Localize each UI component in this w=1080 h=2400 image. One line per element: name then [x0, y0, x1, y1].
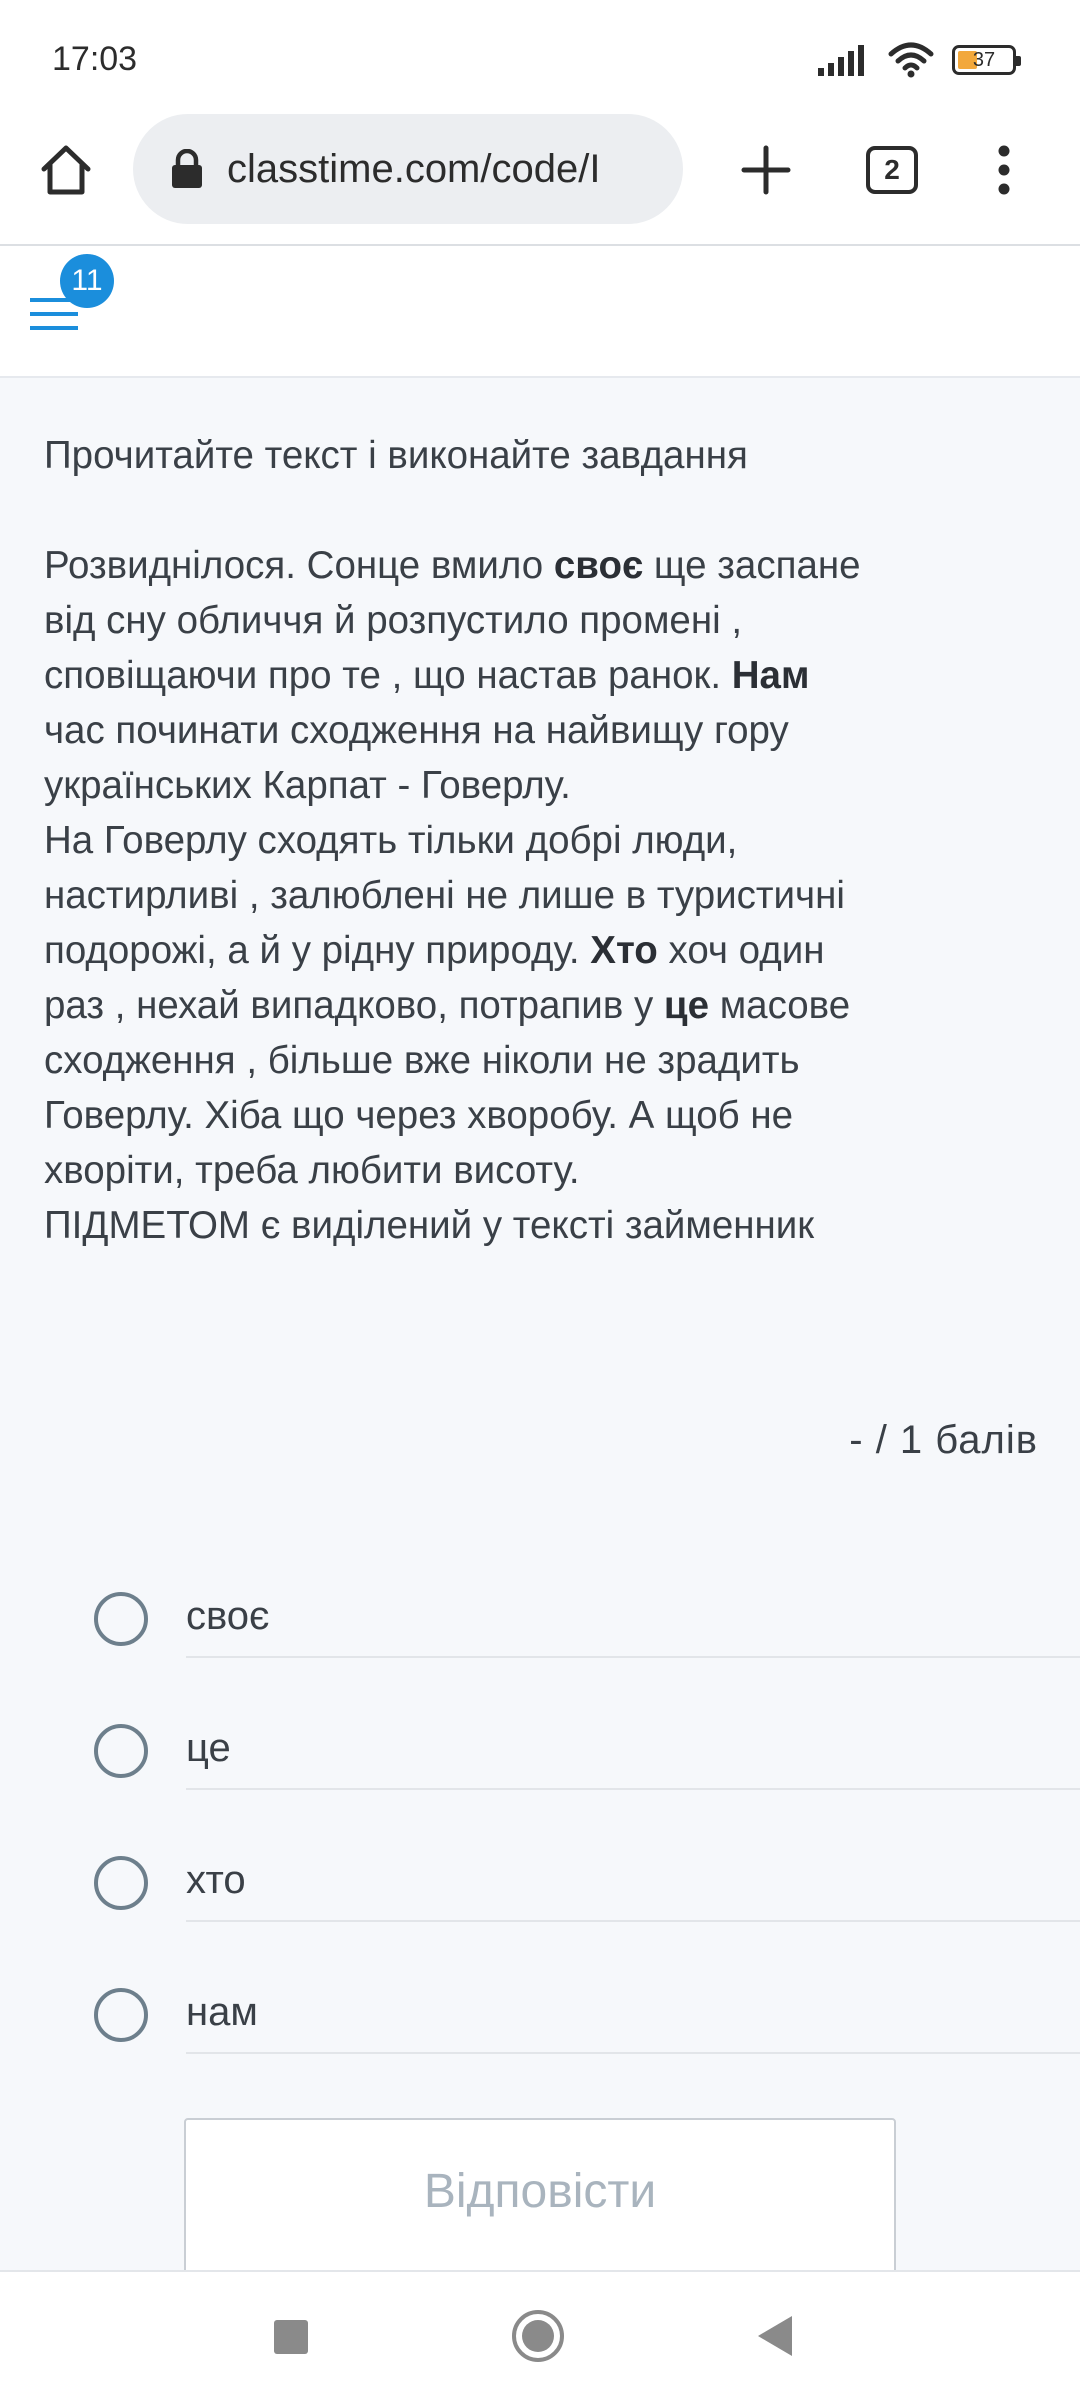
passage-text: Говерлу. Хіба що через хворобу. А щоб не — [44, 1094, 794, 1137]
radio-button[interactable] — [94, 1856, 148, 1910]
highlighted-pronoun: це — [663, 984, 710, 1027]
status-time: 17:03 — [52, 40, 138, 78]
option-divider — [186, 1920, 1080, 1922]
status-bar — [0, 0, 1080, 110]
radio-button[interactable] — [94, 1724, 148, 1778]
status-icons — [818, 40, 1016, 80]
plus-icon — [741, 145, 791, 195]
battery-level: 37 — [972, 48, 996, 71]
passage-line — [44, 758, 1044, 813]
question-instruction: Прочитайте текст і виконайте завдання — [44, 434, 748, 477]
recent-apps-icon[interactable] — [274, 2320, 308, 2354]
option-item[interactable] — [0, 1820, 1080, 1952]
app-header — [0, 246, 1080, 378]
passage-text: сходження , більше вже ніколи не зрадить — [44, 1039, 800, 1082]
home-circle-dot — [522, 2320, 554, 2352]
passage-text: українських Карпат - Говерлу. — [44, 764, 571, 807]
passage-text: хоч один — [657, 929, 825, 972]
passage-text: На Говерлу сходять тільки добрі люди, — [44, 819, 738, 862]
answer-options — [0, 1556, 1080, 2084]
passage-text: подорожі, а й у рідну природу. — [44, 929, 591, 972]
browser-menu-button[interactable] — [984, 134, 1024, 206]
option-label: хто — [186, 1858, 246, 1902]
home-button[interactable] — [30, 134, 102, 206]
tabs-button[interactable] — [866, 146, 918, 194]
battery-icon — [952, 45, 1016, 75]
battery-cap — [1016, 56, 1021, 66]
more-vertical-icon — [997, 145, 1011, 195]
passage-text: Розвиднілося. Сонце вмило — [44, 544, 554, 587]
url-text: classtime.com/code/I — [227, 146, 601, 191]
passage-line — [44, 923, 1044, 978]
signal-icon — [818, 44, 870, 76]
passage-line — [44, 593, 1044, 648]
highlighted-pronoun: Нам — [731, 654, 810, 697]
option-label: нам — [186, 1990, 258, 2034]
option-item[interactable] — [0, 1556, 1080, 1688]
passage-line — [44, 1198, 1044, 1253]
home-icon — [38, 142, 94, 198]
passage-line — [44, 813, 1044, 868]
passage-line — [44, 868, 1044, 923]
passage-text: хворіти, треба любити висоту. — [44, 1149, 580, 1192]
passage-text: масове — [709, 984, 851, 1027]
question-text — [44, 428, 1044, 1253]
option-divider — [186, 2052, 1080, 2054]
tab-count: 2 — [884, 154, 900, 185]
passage-text: від сну обличчя й розпустило промені , — [44, 599, 743, 642]
passage-line — [44, 703, 1044, 758]
option-item[interactable] — [0, 1688, 1080, 1820]
navigation-bar — [0, 2270, 1080, 2400]
passage-line — [44, 648, 1044, 703]
passage-line — [44, 1033, 1044, 1088]
option-label: це — [186, 1726, 231, 1770]
passage-line — [44, 538, 1044, 593]
back-triangle-icon[interactable] — [758, 2316, 792, 2356]
passage-text: ПІДМЕТОМ є виділений у тексті займенник — [44, 1204, 815, 1247]
passage-text: ще заспане — [643, 544, 861, 587]
score-label: - / 1 балів — [849, 1418, 1038, 1462]
submit-label: Відповісти — [423, 2165, 657, 2218]
option-divider — [186, 1788, 1080, 1790]
question-passage — [44, 538, 1044, 1253]
browser-toolbar — [0, 110, 1080, 246]
passage-line — [44, 978, 1044, 1033]
submit-button[interactable] — [184, 2118, 896, 2278]
highlighted-pronoun: своє — [553, 544, 644, 587]
url-bar[interactable] — [133, 114, 683, 224]
option-divider — [186, 1656, 1080, 1658]
passage-line — [44, 1143, 1044, 1198]
home-circle-icon[interactable] — [512, 2310, 564, 2362]
radio-button[interactable] — [94, 1988, 148, 2042]
highlighted-pronoun: Хто — [590, 929, 658, 972]
option-item[interactable] — [0, 1952, 1080, 2084]
radio-button[interactable] — [94, 1592, 148, 1646]
notification-badge: 11 — [60, 254, 114, 308]
option-label: своє — [186, 1594, 270, 1638]
new-tab-button[interactable] — [730, 134, 802, 206]
lock-icon — [169, 149, 205, 189]
passage-text: час починати сходження на найвищу гору — [44, 709, 789, 752]
passage-text: настирливі , залюблені не лише в туристичні — [44, 874, 845, 917]
wifi-icon — [888, 42, 934, 78]
passage-text: раз , нехай випадково, потрапив у — [44, 984, 664, 1027]
passage-line — [44, 1088, 1044, 1143]
passage-text: сповіщаючи про те , що настав ранок. — [44, 654, 732, 697]
